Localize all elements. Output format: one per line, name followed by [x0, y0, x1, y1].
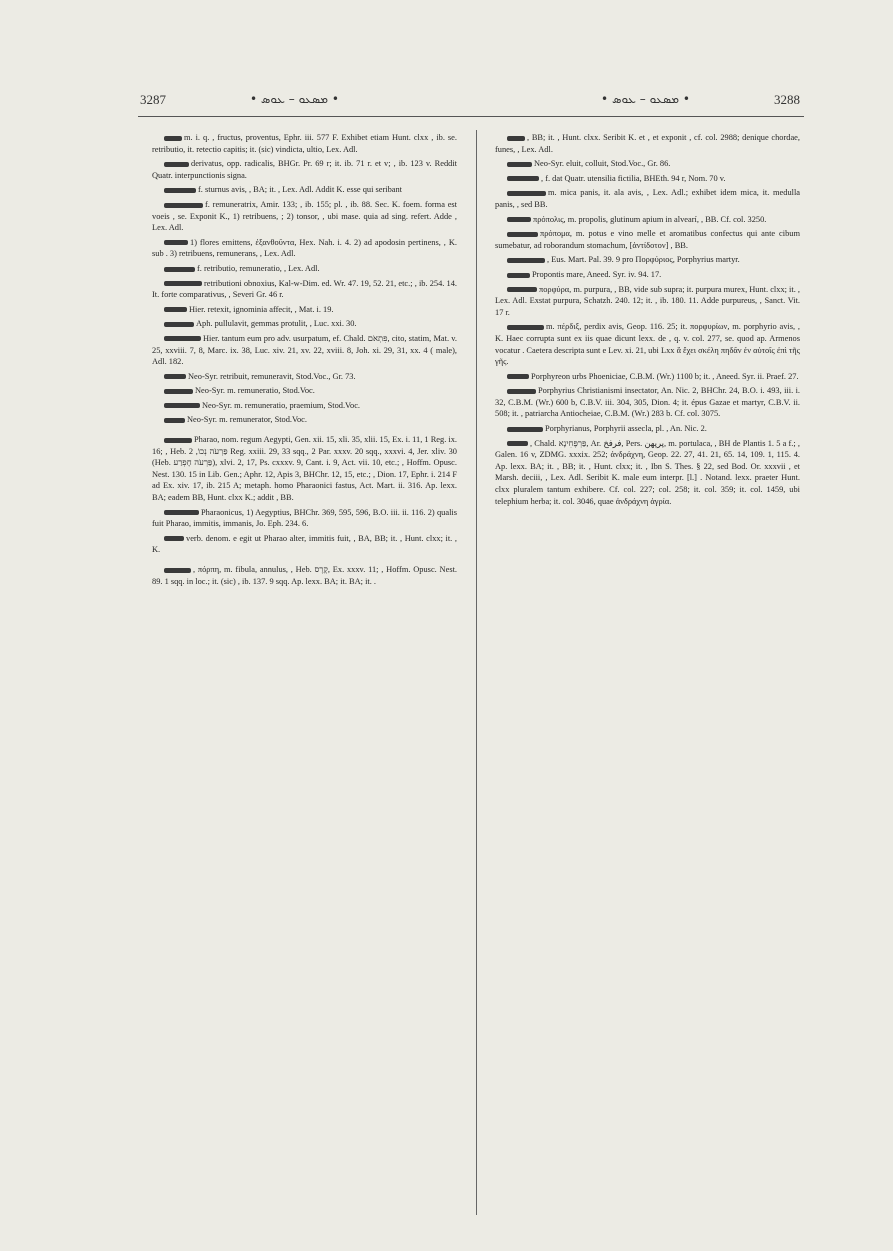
entry-text: Hier. retexit, ignominia affecit, , Mat. i. 19.	[189, 304, 334, 314]
page-header	[140, 92, 800, 114]
syriac-headword	[507, 273, 530, 278]
dictionary-entry	[495, 173, 800, 185]
entry-text: Porphyreon urbs Phoeniciae, C.B.M. (Wr.) 1100 b; it. , Aneed. Syr. ii. Praef. 27.	[531, 371, 799, 381]
syriac-headword	[507, 427, 543, 432]
entry-text: Pharao, nom. regum Aegypti, Gen. xii. 15, xli. 35, xlii. 15, Ex. i. 11, 1 Reg. ix. 16; , Heb. פַּרְעֹה נְכוֹ, 2 Reg. xxiii. 29, 33 sqq., 2 Par. xxxv. 20 sqq., xxxvi. 4, Jer. xliv. 30 (Heb. פַּרְעֹה חָפְרַע), xlvi. 2, 17, Ps. cxxxv. 9, Cant. i. 9, Act. vii. 10, etc.; , Hoffm. Opusc. Nest. 130. 15 in Lib. Gen.; Aphr. 12, Apis 3, BHChr. 12, 15, etc.; , Dion. 17, Ephr. i. 214 F ad Ex. xiv. 17, ib. 215 A; metaph. homo Pharaonici fastus, Act. Mart. ii. 316. Ap. lexx. BA; eadem BB, Hunt. clxx K.; addit , BB.	[152, 435, 457, 503]
entry-text: Neo-Syr. m. remunerator, Stod.Voc.	[187, 415, 307, 425]
entry-text: m. πέρδιξ, perdix avis, Geop. 116. 25; it. πορφυρίων, m. porphyrio avis, , K. Haec corrupta sunt ex iis quae dicunt lexx. de , q. v. col. 277, se. quod ap. Armenos vocatur . Caetera descripta sunt e Lev. xi. 21, ubi Lxx ἃ ἔχει σκέλη πηδᾶν ἐν αὐτοῖς ἐπὶ τῆς γῆς.	[495, 322, 800, 367]
dictionary-entry	[152, 385, 457, 397]
dictionary-entry	[495, 438, 800, 508]
entry-text: verb. denom. e egit ut Pharao alter, immitis fuit, , BA, BB; it. , Hunt. clxx; it. , K.	[152, 533, 457, 555]
syriac-headword	[164, 240, 188, 245]
dictionary-entry	[152, 304, 457, 316]
dictionary-entry	[152, 533, 457, 556]
syriac-headword	[164, 307, 187, 312]
entry-text: Porphyrianus, Porphyrii assecla, pl. , An. Nic. 2.	[545, 424, 707, 434]
syriac-headword	[164, 403, 200, 408]
left-running-title: • ܡܣܥܘ – ܥܘܣ •	[250, 92, 339, 106]
entry-text: Aph. pullulavit, gemmas protulit, , Luc. xxi. 30.	[196, 319, 357, 329]
syriac-headword	[507, 217, 531, 222]
entry-text: 1) flores emittens, ἐξανθοῦντα, Hex. Nah. i. 4. 2) ad apodosin pertinens, , K. sub . 3) retribuens, remunerans, , Lex. Adl.	[152, 237, 457, 259]
syriac-headword	[507, 176, 539, 181]
entry-text: Pharaonicus, 1) Aegyptius, BHChr. 369, 595, 596, B.O. iii. ii. 116. 2) qualis fuit Pharao, immitis, immanis, Jo. Eph. 234. 6.	[152, 507, 457, 529]
dictionary-entry	[152, 237, 457, 260]
dictionary-entry	[152, 184, 457, 196]
syriac-headword	[164, 389, 193, 394]
syriac-headword	[507, 389, 536, 394]
dictionary-entry	[495, 385, 800, 420]
dictionary-entry	[152, 400, 457, 412]
syriac-headword	[507, 232, 538, 237]
syriac-headword	[507, 325, 544, 330]
syriac-headword	[507, 374, 529, 379]
dictionary-entry	[152, 414, 457, 426]
entry-text: , Chald. פַּרְפֶּחִינָא, Ar. فرفخ, Pers. پرپهن, m. portulaca, , BH de Plantis 1. 5 a f.; , Galen. 16 v, ZDMG. xxxix. 252; ἀνδράχνη, Geop. 22. 27, 41. 21, 65. 14, 109. 1, 115. 4. Ap. lexx. BA; it. , BB; it. , Hunt. clxx; it. , Ibn S. Thes. § 22, sed Bod. Or. xxxvii , et Marsh. deciii, , Lex. Adl. Seribit K. male eum interpr. [l.] . Notand. lexx. praeter Hunt. clxx pluralem tantum exhibere. Cf. col. 227; col. 258; it. col. 359; it. col. 1459, ubi telephium herba; it. col. 3046, quae ἀνδράχνη ἀγρία.	[495, 438, 800, 506]
right-page-number: 3288	[774, 92, 800, 107]
dictionary-entry	[152, 263, 457, 275]
dictionary-entry	[152, 333, 457, 368]
dictionary-entry	[495, 187, 800, 210]
dictionary-entry	[495, 254, 800, 266]
dictionary-entry	[495, 321, 800, 367]
column-divider	[476, 130, 477, 1215]
left-column	[152, 132, 457, 1212]
entry-text: f. remuneratrix, Amir. 133; , ib. 155; pl. , ib. 88. Sec. K. foem. forma est voeis , se. Exponit K., 1) retribuens, ; 2) tonsor, , ubi mase. quia ad sing. refert. Adde , Lex. Adl.	[152, 199, 457, 233]
left-page-number: 3287	[140, 92, 166, 107]
syriac-headword	[507, 287, 537, 292]
syriac-headword	[164, 322, 194, 327]
entry-text: Neo-Syr. eluit, colluit, Stod.Voc., Gr. 86.	[534, 159, 671, 169]
entry-text: f. retributio, remuneratio, , Lex. Adl.	[197, 263, 320, 273]
dictionary-entry	[152, 371, 457, 383]
syriac-headword	[507, 191, 546, 196]
entry-text: Propontis mare, Aneed. Syr. iv. 94. 17.	[532, 269, 662, 279]
syriac-headword	[164, 418, 185, 423]
entry-text: Porphyrius Christianismi insectator, An. Nic. 2, BHChr. 24, B.O. i. 493, iii. i. 32, C.B.M. (Wr.) 600 b, C.B.V. iii. 304, 305, Dion. 4; it. épus Gazae et martyr, C.B.V. ii. 508; it. , patriarcha Antiocheiae, C.B.M. (Wr.) 283 b. Cf. col. 3075.	[495, 386, 800, 419]
syriac-headword	[164, 188, 196, 193]
syriac-headword	[164, 536, 184, 541]
dictionary-entry	[495, 269, 800, 281]
syriac-headword	[507, 441, 528, 446]
dictionary-entry	[495, 284, 800, 319]
entry-text: Neo-Syr. m. remuneratio, Stod.Voc.	[195, 386, 315, 396]
entry-text: πρόπομα, m. potus e vino melle et aromatibus confectus qui ante cibum sumebatur, ad roborandum stomachum, [ἀντίδοτον] , BB.	[495, 229, 800, 250]
syriac-headword	[164, 203, 203, 208]
dictionary-entry	[152, 564, 457, 587]
dictionary-entry	[152, 278, 457, 301]
header-rule	[138, 116, 804, 117]
dictionary-entry	[152, 199, 457, 234]
syriac-headword	[164, 374, 186, 379]
syriac-headword	[507, 162, 532, 167]
syriac-headword	[164, 336, 201, 341]
entry-text: , Eus. Mart. Pal. 39. 9 pro Πορφύριος, Porphyrius martyr.	[547, 255, 740, 265]
entry-text: Neo-Syr. m. remuneratio, praemium, Stod.Voc.	[202, 400, 361, 410]
dictionary-entry	[495, 228, 800, 251]
entry-text: m. mica panis, it. ala avis, , Lex. Adl.; exhibet idem mica, it. medulla panis, , sed BB.	[495, 188, 800, 209]
syriac-headword	[164, 136, 182, 141]
dictionary-entry	[152, 132, 457, 155]
entry-text: , BB; it. , Hunt. clxx. Seribit K. et , et exponit , cf. col. 2988; denique chordae, funes, , Lex. Adl.	[495, 133, 800, 154]
syriac-headword	[164, 162, 189, 167]
dictionary-entry	[495, 158, 800, 170]
entry-text: f. sturnus avis, , BA; it. , Lex. Adl. Addit K. esse qui seribant	[198, 185, 403, 195]
right-running-title: • ܡܣܥܘ – ܥܘܣ •	[601, 92, 690, 106]
entry-text: retributioni obnoxius, Kal-w-Dim. ed. Wr. 47. 19, 52. 21, etc.; , ib. 254. 14. It. forte comparativus, , Severi Gr. 46 r.	[152, 278, 457, 300]
dictionary-entry	[152, 507, 457, 530]
syriac-headword	[164, 267, 195, 272]
entry-text: πρόπολις, m. propolis, glutinum apium in alvearí, , BB. Cf. col. 3250.	[533, 214, 767, 224]
entry-text: , f. dat Quatr. utensilia fictilia, BHEth. 94 r, Nom. 70 v.	[541, 173, 726, 183]
dictionary-entry	[495, 132, 800, 155]
dictionary-entry	[495, 423, 800, 435]
dictionary-entry	[152, 158, 457, 181]
dictionary-entry	[495, 214, 800, 226]
syriac-headword	[164, 510, 199, 515]
entry-text: Hier. tantum eum pro adv. usurpatum, ef. Chald. פִּתְאֹם, cito, statim, Mat. v. 25, xxviii. 7, 8, Marc. ix. 38, Luc. xiv. 21, xv. 22, xviii. 8, Joh. xi. 29, 31, xx. 4 ( male), Adl. 182.	[152, 333, 457, 367]
syriac-headword	[164, 568, 191, 573]
entry-text: derivatus, opp. radicalis, BHGr. Pr. 69 r; it. ib. 71 r. et v; , ib. 123 v. Reddit Quatr. interpunctionis signa.	[152, 159, 457, 180]
dictionary-entry	[152, 434, 457, 504]
entry-text: m. i. q. , fructus, proventus, Ephr. iii. 577 F. Exhibet etiam Hunt. clxx , ib. se. retributio, it. retectio capitis; it. (sic) vindicta, ultio, Lex. Adl.	[152, 133, 457, 154]
syriac-headword	[164, 438, 192, 443]
syriac-headword	[507, 136, 525, 141]
syriac-headword	[507, 258, 545, 263]
right-column	[495, 132, 800, 1212]
entry-text: πορφύρα, m. purpura, , BB, vide sub supra; it. purpura murex, Hunt. clxx; it. , Lex. Adl. Exstat purpura, Schatzh. 240. 12; it. , ib. 180. 11. Adde purpureus, , Sanct. Vit. 17 r.	[495, 284, 800, 317]
entry-text: Neo-Syr. retribuit, remuneravit, Stod.Voc., Gr. 73.	[188, 371, 356, 381]
entry-text: , πόρπη, m. fibula, annulus, , Heb. קֶרֶס, Ex. xxxv. 11; , Hoffm. Opusc. Nest. 89. 1 sqq. in loc.; it. (sic) , ib. 137. 9 sqq. Ap. lexx. BA; it. BA; it. .	[152, 565, 457, 586]
dictionary-entry	[495, 371, 800, 383]
dictionary-entry	[152, 318, 457, 330]
syriac-headword	[164, 281, 202, 286]
